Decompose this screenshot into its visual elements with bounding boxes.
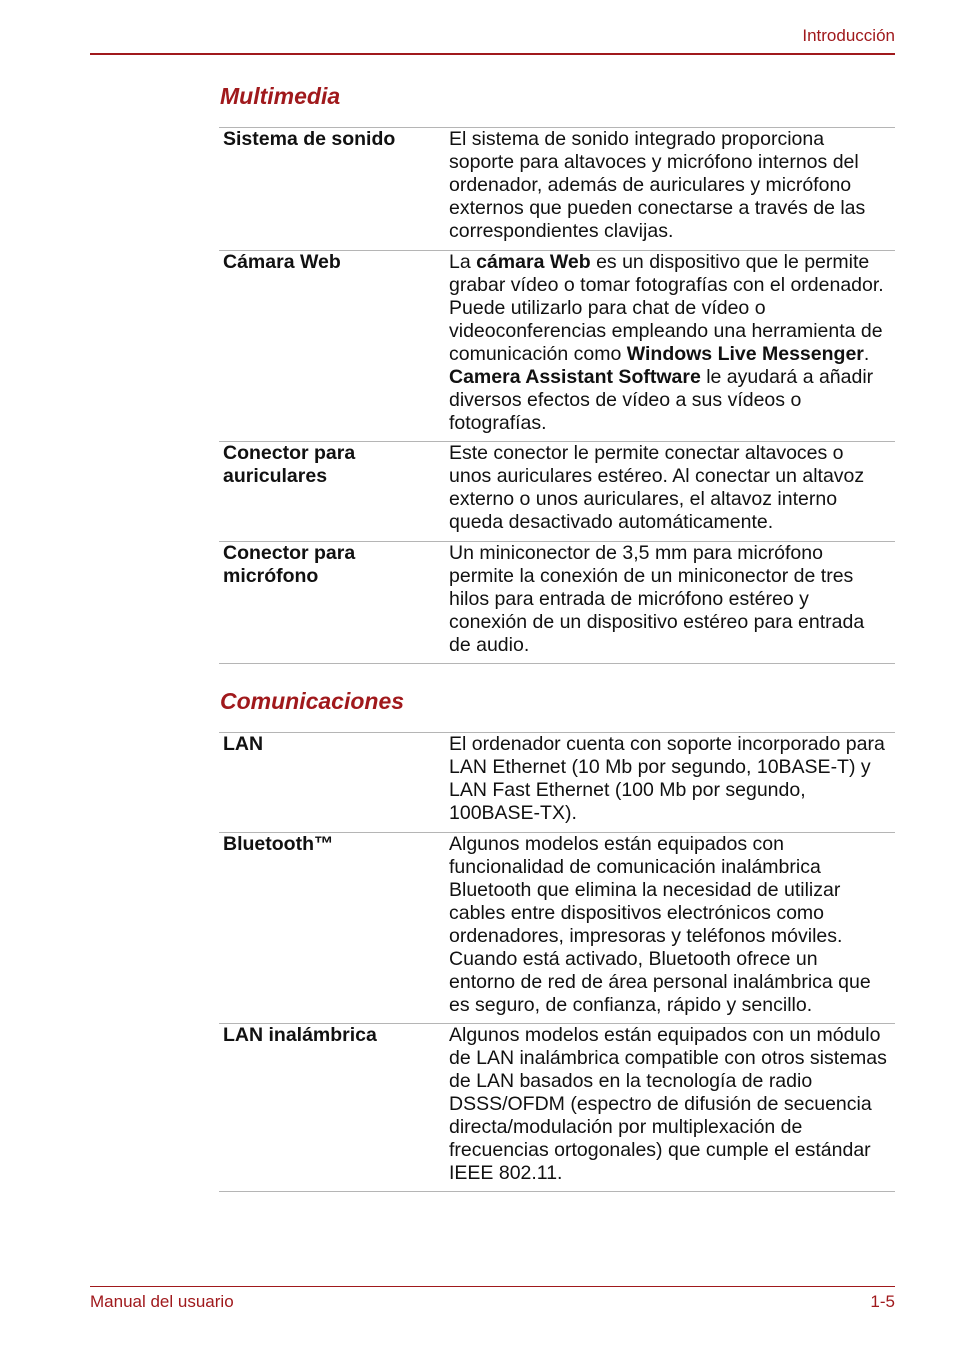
table-row (219, 128, 895, 251)
spec-description (444, 442, 895, 541)
bold-term: Windows Live Messenger (626, 343, 864, 365)
text-run: . (863, 343, 870, 365)
footer-page-number: 1-5 (870, 1292, 895, 1311)
footer-rule (90, 1286, 895, 1287)
table-row (219, 833, 895, 1024)
text-run: Este conector le permite conectar altavoces o unos auriculares estéreo. Al conectar un altavoz externo o unos auriculares, el altavoz interno queda desactivado automáticamente. (449, 442, 865, 533)
spec-label: Conector para micrófono (223, 542, 356, 587)
spec-description (444, 251, 895, 441)
table-row (219, 1024, 895, 1192)
text-run: es un dispositivo que le permite grabar vídeo o tomar fotografías con el ordenador. Puede utilizarlo para chat de vídeo o videoconferencias empleando una herramienta de comunicación como (449, 251, 884, 365)
spec-description (444, 833, 895, 1023)
footer-manual-title: Manual del usuario (90, 1292, 234, 1311)
text-run: La (449, 251, 477, 273)
text-run: le ayudará a añadir diversos efectos de vídeo a sus vídeos o fotografías. (449, 366, 874, 434)
text-run: El ordenador cuenta con soporte incorporado para LAN Ethernet (10 Mb por segundo, 10BASE-T) y LAN Fast Ethernet (100 Mb por segundo, 100BASE-TX). (449, 733, 885, 824)
spec-table-multimedia (219, 127, 895, 664)
spec-label: LAN (223, 733, 264, 755)
bold-term: Camera Assistant Software (449, 366, 701, 388)
text-run: Algunos modelos están equipados con un módulo de LAN inalámbrica compatible con otros sistemas de LAN basados en la tecnología de radio DSSS/OFDM (espectro de difusión de secuencia directa/modulación por multiplexación de frecuencias ortogonales) que cumple el estándar IEEE 802.11. (449, 1024, 887, 1184)
table-row (219, 733, 895, 833)
spec-label: Conector para auriculares (223, 442, 356, 487)
section-title-comunicaciones: Comunicaciones (220, 688, 405, 714)
spec-table-comunicaciones (219, 732, 895, 1192)
spec-description (444, 128, 895, 250)
spec-label: Sistema de sonido (223, 128, 396, 150)
spec-description (444, 1024, 895, 1191)
table-row (219, 251, 895, 442)
text-run: Algunos modelos están equipados con funcionalidad de comunicación inalámbrica Bluetooth que elimina la necesidad de utilizar cables entre dispositivos electrónicos como ordenadores, impresoras y teléfonos móviles. Cuando está activado, Bluetooth ofrece un entorno de red de área personal inalámbrica que es seguro, de confianza, rápido y sencillo. (449, 833, 871, 1016)
spec-description (444, 542, 895, 663)
spec-label: Cámara Web (223, 251, 341, 273)
section-title-multimedia: Multimedia (220, 83, 341, 109)
table-row (219, 542, 895, 664)
bold-term: cámara Web (476, 251, 591, 273)
header-rule (90, 53, 895, 55)
running-header-chapter: Introducción (802, 26, 895, 45)
spec-label: LAN inalámbrica (223, 1024, 377, 1046)
text-run: Un miniconector de 3,5 mm para micrófono permite la conexión de un miniconector de tres hilos para entrada de micrófono estéreo y conexión de un dispositivo estéreo para entrada de audio. (449, 542, 865, 656)
spec-label: Bluetooth™ (223, 833, 334, 855)
table-row (219, 442, 895, 542)
spec-description (444, 733, 895, 832)
text-run: El sistema de sonido integrado proporciona soporte para altavoces y micrófono internos del ordenador, además de auriculares y micrófono externos que pueden conectarse a través de las correspondientes clavijas. (449, 128, 866, 242)
